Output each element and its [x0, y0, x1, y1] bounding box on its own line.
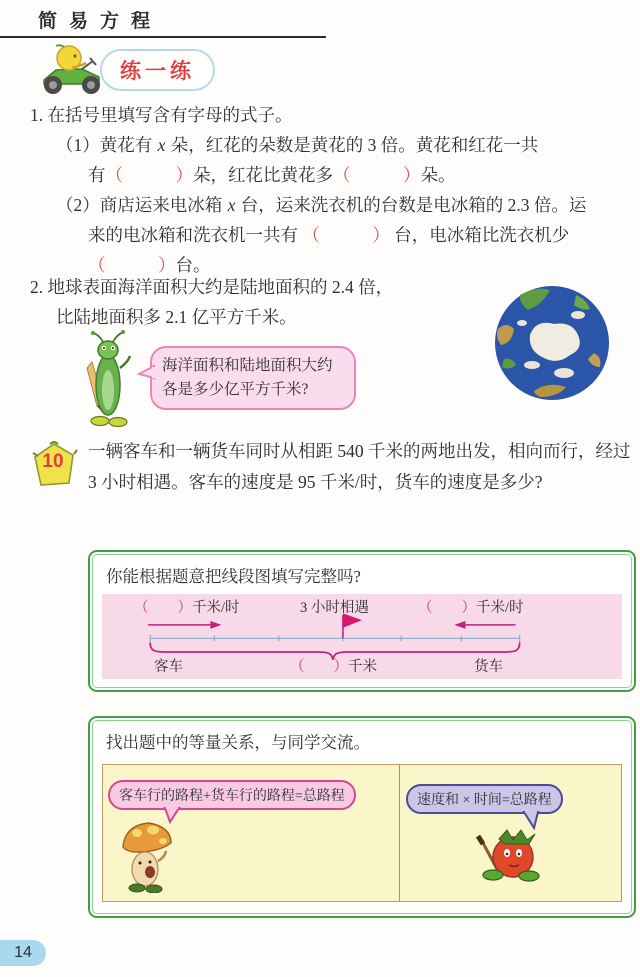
text-run: 台，电冰箱比洗衣机少 — [389, 225, 570, 245]
practice-label: 练一练 — [120, 60, 195, 83]
truck-label — [474, 655, 503, 676]
q1-item2-line2 — [30, 220, 636, 250]
text-run: （2）商店运来电冰箱 — [56, 195, 227, 215]
meet-label — [300, 596, 369, 617]
text-run: 有 — [88, 165, 106, 185]
q2-line2 — [30, 302, 500, 332]
question-2 — [30, 272, 500, 332]
blank-field: （ ） — [302, 225, 390, 245]
text-run: 货车 — [474, 659, 503, 675]
blank-field: （ ） — [290, 659, 348, 675]
q10-number-badge — [30, 436, 88, 498]
mushroom-character-icon — [119, 817, 175, 893]
page-number: 14 — [14, 944, 32, 961]
practice-cloud — [100, 49, 215, 91]
truck-speed-label — [418, 596, 524, 617]
line-segment-diagram — [102, 594, 622, 679]
q1-item2-line1 — [30, 190, 636, 220]
question-10 — [30, 436, 634, 498]
chapter-title: 简易方程 — [38, 11, 163, 32]
equality-box — [88, 716, 636, 918]
text-run: 来的电冰箱和洗衣机一共有 — [88, 225, 303, 245]
q1-item1-line1 — [30, 130, 636, 160]
q2-hint-row — [80, 330, 356, 428]
q1-stem-text: 1. 在括号里填写含有字母的式子。 — [30, 105, 293, 125]
variable-x: x — [227, 195, 236, 215]
equality-bubble-left — [108, 780, 356, 810]
equality-bubble-right — [406, 784, 563, 814]
equality-panel — [102, 764, 622, 902]
q2-hint-text: 海洋面积和陆地面积大约各是多少亿平方千米? — [162, 357, 333, 398]
q10-number: 10 — [42, 451, 64, 472]
page-header — [0, 6, 340, 38]
q1-stem — [30, 100, 636, 130]
bus-label — [154, 655, 183, 676]
practice-section-badge — [36, 44, 215, 96]
text-run: 朵，红花的朵数是黄花的 3 倍。黄花和红花一共 — [166, 135, 539, 155]
panel-divider — [399, 765, 400, 901]
text-run: 台。 — [175, 255, 211, 275]
earth-image — [490, 283, 614, 405]
total-distance-label — [290, 655, 377, 676]
blank-field: （ ） — [105, 165, 193, 185]
text-run: 客车 — [154, 659, 183, 675]
page-number-badge — [0, 940, 46, 966]
diagram-box — [88, 550, 636, 692]
blank-field: （ ） — [88, 255, 176, 275]
q10-text: 一辆客车和一辆货车同时从相距 540 千米的两地出发，相向而行，经过 3 小时相遇。客车的速度是 95 千米/时，货车的速度是多少? — [88, 441, 631, 492]
bubble-tail — [137, 364, 155, 382]
q1-item1-line2 — [30, 160, 636, 190]
text-run: 2. 地球表面海洋面积大约是陆地面积的 2.4 倍， — [30, 277, 394, 297]
blank-field: （ ） — [418, 600, 476, 616]
equality-box-title: 找出题中的等量关系，与同学交流。 — [106, 733, 370, 752]
q2-hint-bubble — [150, 346, 356, 410]
equality-text: 客车行的路程+货车行的路程=总路程 — [119, 789, 345, 804]
blank-field: （ ） — [134, 600, 192, 616]
motorcycle-rider-icon — [36, 44, 108, 96]
equality-text: 速度和 × 时间=总路程 — [417, 793, 552, 808]
diagram-box-title: 你能根据题意把线段图填写完整吗? — [106, 567, 361, 586]
text-run: 比陆地面积多 2.1 亿平方千米。 — [56, 307, 297, 327]
grasshopper-icon — [80, 330, 138, 428]
blank-field: （ ） — [333, 165, 421, 185]
q2-line1 — [30, 272, 500, 302]
question-1 — [30, 100, 636, 280]
unit-label: 千米/时 — [192, 600, 240, 616]
unit-label: 千米/时 — [476, 600, 524, 616]
variable-x: x — [157, 135, 166, 155]
tomato-character-icon — [469, 825, 543, 883]
text-run: 朵。 — [420, 165, 456, 185]
bus-speed-label — [134, 596, 240, 617]
text-run: 3 小时相遇 — [300, 600, 369, 616]
header-rule — [0, 36, 326, 38]
text-run: （1）黄花有 — [56, 135, 157, 155]
unit-label: 千米 — [348, 659, 377, 675]
text-run: 朵，红花比黄花多 — [193, 165, 333, 185]
text-run: 台，运来洗衣机的台数是电冰箱的 2.3 倍。运 — [236, 195, 587, 215]
